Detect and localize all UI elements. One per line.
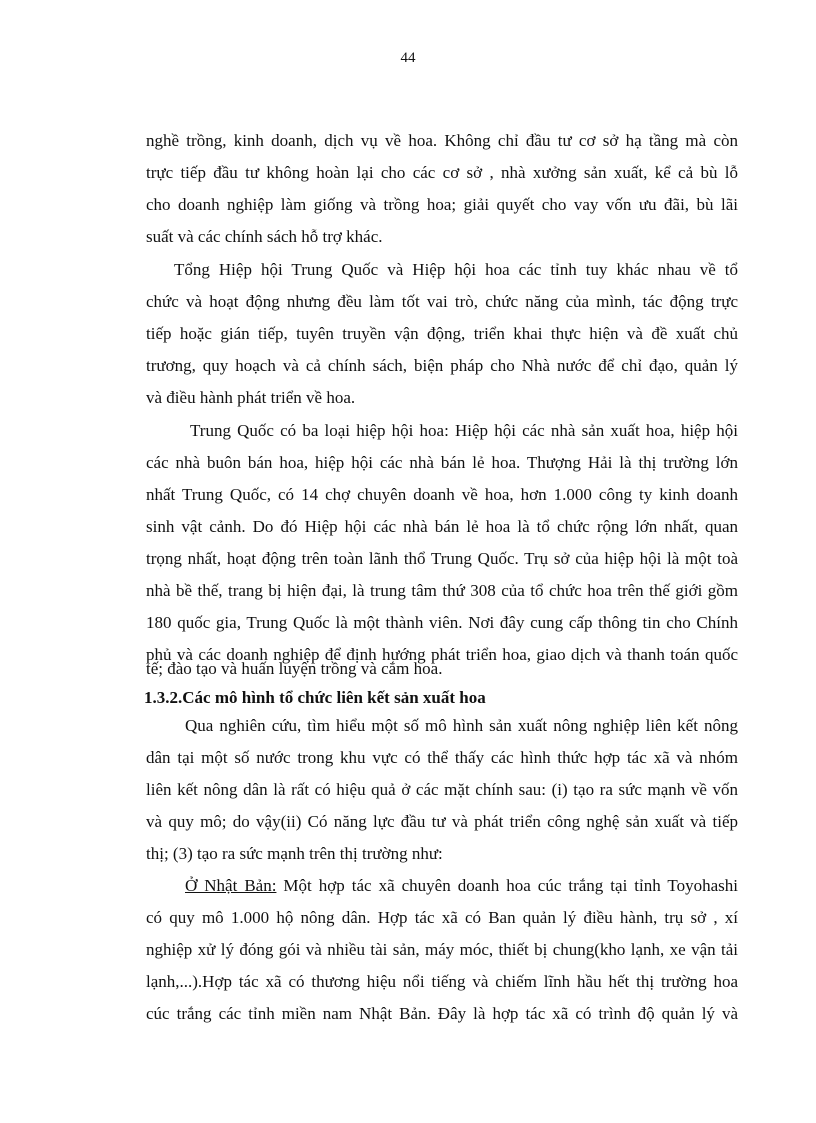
japan-line-text: Một hợp tác xã chuyên doanh hoa cúc trắng tại tỉnh Toyohashi: [276, 876, 738, 895]
text-line: Trung Quốc có ba loại hiệp hội hoa: Hiệp hội các nhà sản xuất hoa, hiệp hội: [190, 421, 738, 440]
text-line: phủ và các doanh nghiệp để định hướng phát triển hoa, giao dịch và thanh toán quốc: [146, 645, 738, 664]
text-line: nghiệp xử lý đóng gói và nhiều tài sản, máy móc, thiết bị chung(kho lạnh, xe vận tải: [146, 940, 738, 959]
text-line: sinh vật cảnh. Do đó Hiệp hội các nhà bán lẻ hoa là tổ chức rộng lớn nhất, quan: [146, 517, 738, 536]
text-line: suất và các chính sách hỗ trợ khác.: [146, 227, 383, 246]
text-line: cho doanh nghiệp làm giống và trồng hoa; giải quyết cho vay vốn ưu đãi, bù lãi: [146, 195, 738, 214]
text-line: nhà bề thế, trang bị hiện đại, là trung tâm thứ 308 của tổ chức hoa trên thế giới gồm: [146, 581, 738, 600]
section-heading: 1.3.2.Các mô hình tổ chức liên kết sản xuất hoa: [144, 688, 486, 707]
text-line: lạnh,...).Hợp tác xã có thương hiệu nổi tiếng và chiếm lĩnh hầu hết thị trường hoa: [146, 972, 738, 991]
text-line: nghề trồng, kinh doanh, dịch vụ về hoa. Không chỉ đầu tư cơ sở hạ tầng mà còn: [146, 131, 738, 150]
text-line: có quy mô 1.000 hộ nông dân. Hợp tác xã có Ban quản lý điều hành, trụ sở , xí: [146, 908, 738, 927]
text-line: liên kết nông dân là rất có hiệu quả ở các mặt chính sau: (i) tạo ra sức mạnh về vốn: [146, 780, 738, 799]
text-line: và điều hành phát triển về hoa.: [146, 388, 356, 407]
page-number: 44: [400, 50, 416, 66]
text-line: trọng nhất, hoạt động trên toàn lãnh thổ Trung Quốc. Trụ sở của hiệp hội là một toà: [146, 549, 738, 568]
text-line: các nhà buôn bán hoa, hiệp hội các nhà bán lẻ hoa. Thượng Hải là thị trường lớn: [146, 453, 738, 472]
japan-label: Ở Nhật Bản:: [185, 876, 277, 895]
text-line: chức và hoạt động nhưng đều làm tốt vai trò, chức năng của mình, tác động trực: [146, 292, 738, 311]
text-line: 180 quốc gia, Trung Quốc là một thành viên. Nơi đây cung cấp thông tin cho Chính: [146, 613, 738, 632]
text-line: dân tại một số nước trong khu vực có thể thấy các hình thức hợp tác xã và nhóm: [146, 748, 738, 767]
text-line: thị; (3) tạo ra sức mạnh trên thị trường như:: [146, 844, 443, 863]
text-line: nhất Trung Quốc, có 14 chợ chuyên doanh về hoa, hơn 1.000 công ty kinh doanh: [146, 485, 738, 504]
text-line: và quy mô; do vậy(ii) Có năng lực đầu tư và phát triển công nghệ sản xuất và tiếp: [146, 812, 738, 831]
text-line: Tổng Hiệp hội Trung Quốc và Hiệp hội hoa các tỉnh tuy khác nhau về tổ: [174, 260, 738, 279]
text-line: tế; đào tạo và huấn luyện trồng và cắm hoa.: [146, 659, 443, 678]
text-line: [185, 876, 738, 896]
text-line: Qua nghiên cứu, tìm hiểu một số mô hình sản xuất nông nghiệp liên kết nông: [185, 716, 738, 735]
text-line: cúc trắng các tỉnh miền nam Nhật Bản. Đây là hợp tác xã có trình độ quản lý và: [146, 1004, 738, 1023]
text-line: trực tiếp đầu tư không hoàn lại cho các cơ sở , nhà xưởng sản xuất, kể cả bù lỗ: [146, 163, 738, 182]
text-line: trương, quy hoạch và cả chính sách, biện pháp cho Nhà nước để chỉ đạo, quản lý: [146, 356, 738, 375]
text-line: tiếp hoặc gián tiếp, tuyên truyền vận động, triển khai thực hiện và đề xuất chủ: [146, 324, 738, 343]
